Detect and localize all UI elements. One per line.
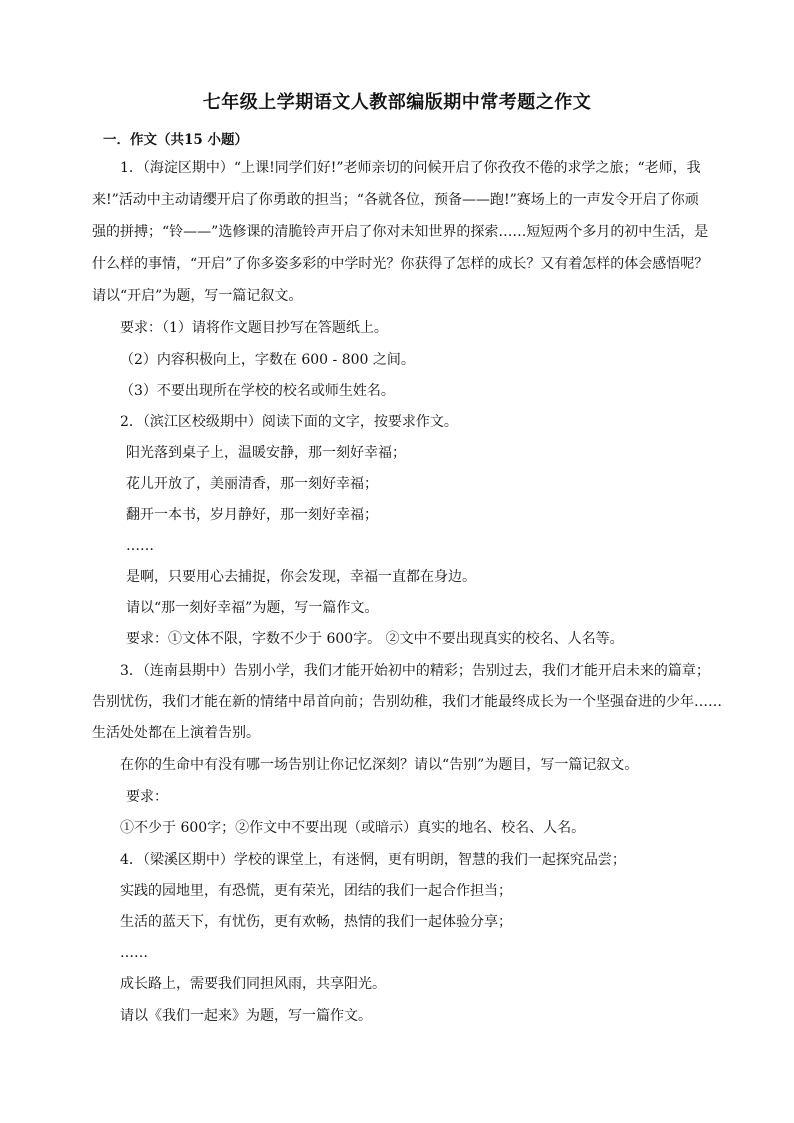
q3-line: 在你的生命中有没有哪一场告别让你记忆深刻？请以“告别”为题目，写一篇记叙文。 <box>120 757 639 773</box>
q3-line: 告别忧伤，我们才能在新的情绪中昂首向前；告别幼稚，我们才能最终成长为一个坚强奋进的少年…… <box>92 694 722 710</box>
page-title: 七年级上学期语文人教部编版期中常考题之作文 <box>202 92 592 113</box>
q2-passage-line: 阳光落到桌子上，温暖安静，那一刻好幸福； <box>126 445 406 461</box>
q4-line: 4．（梁溪区期中）学校的课堂上，有迷惘，更有明朗，智慧的我们一起探究品尝； <box>120 852 626 868</box>
q1-line: 什么样的事情，“开启”了你多姿多彩的中学时光？你获得了怎样的成长？又有着怎样的体会感悟呢？ <box>92 256 709 272</box>
q2-line: 2．（滨江区校级期中）阅读下面的文字，按要求作文。 <box>120 414 458 430</box>
q1-line: 1．（海淀区期中）“上课!同学们好!”老师亲切的问候开启了你孜孜不倦的求学之旅；“老师，我 <box>120 160 701 176</box>
q2-passage-line: 是啊，只要用心去捕捉，你会发现，幸福一直都在身边。 <box>126 569 476 585</box>
q3-requirement: ①不少于 600字；②作文中不要出现（或暗示）真实的地名、校名、人名。 <box>120 820 586 836</box>
q1-line: 请以“开启”为题，写一篇记叙文。 <box>92 288 303 304</box>
q4-line: …… <box>120 945 148 961</box>
q4-line: 请以《我们一起来》为题，写一篇作文。 <box>120 1008 372 1024</box>
q2-passage-line: 请以“那一刻好幸福”为题，写一篇作文。 <box>126 600 379 616</box>
section-heading: 一．作文（共15 小题） <box>103 132 248 148</box>
q1-line: 来!”活动中主动请缨开启了你勇敢的担当；“各就各位，预备——跑!”赛场上的一声发令开启了你顽 <box>92 192 699 208</box>
q1-requirement: 要求：（1）请将作文题目抄写在答题纸上。 <box>120 320 388 336</box>
q4-line: 实践的园地里，有恐慌，更有荣光，团结的我们一起合作担当； <box>120 883 512 899</box>
q2-requirement: 要求：①文体不限，字数不少于 600字。 ②文中不要出现真实的校名、人名等。 <box>126 631 624 647</box>
q2-passage-line: 花儿开放了，美丽清香，那一刻好幸福； <box>126 476 378 492</box>
q2-passage-line: 翻开一本书，岁月静好，那一刻好幸福； <box>126 507 378 523</box>
q1-requirement: （3）不要出现所在学校的校名或师生姓名。 <box>120 383 395 399</box>
q4-line: 成长路上，需要我们同担风雨，共享阳光。 <box>120 976 386 992</box>
q1-line: 强的拼搏；“铃——”选修课的清脆铃声开启了你对未知世界的探索……短短两个多月的初中生活，是 <box>92 224 709 240</box>
q3-line: 生活处处都在上演着告别。 <box>92 725 260 741</box>
q3-line: 3．（连南县期中）告别小学，我们才能开始初中的精彩；告别过去，我们才能开启未来的篇章； <box>120 663 710 679</box>
q4-line: 生活的蓝天下，有忧伤，更有欢畅，热情的我们一起体验分享； <box>120 914 512 930</box>
q2-passage-line: …… <box>126 538 154 554</box>
q3-requirement-label: 要求： <box>126 789 168 805</box>
q1-requirement: （2）内容积极向上，字数在 600 - 800 之间。 <box>120 352 415 368</box>
